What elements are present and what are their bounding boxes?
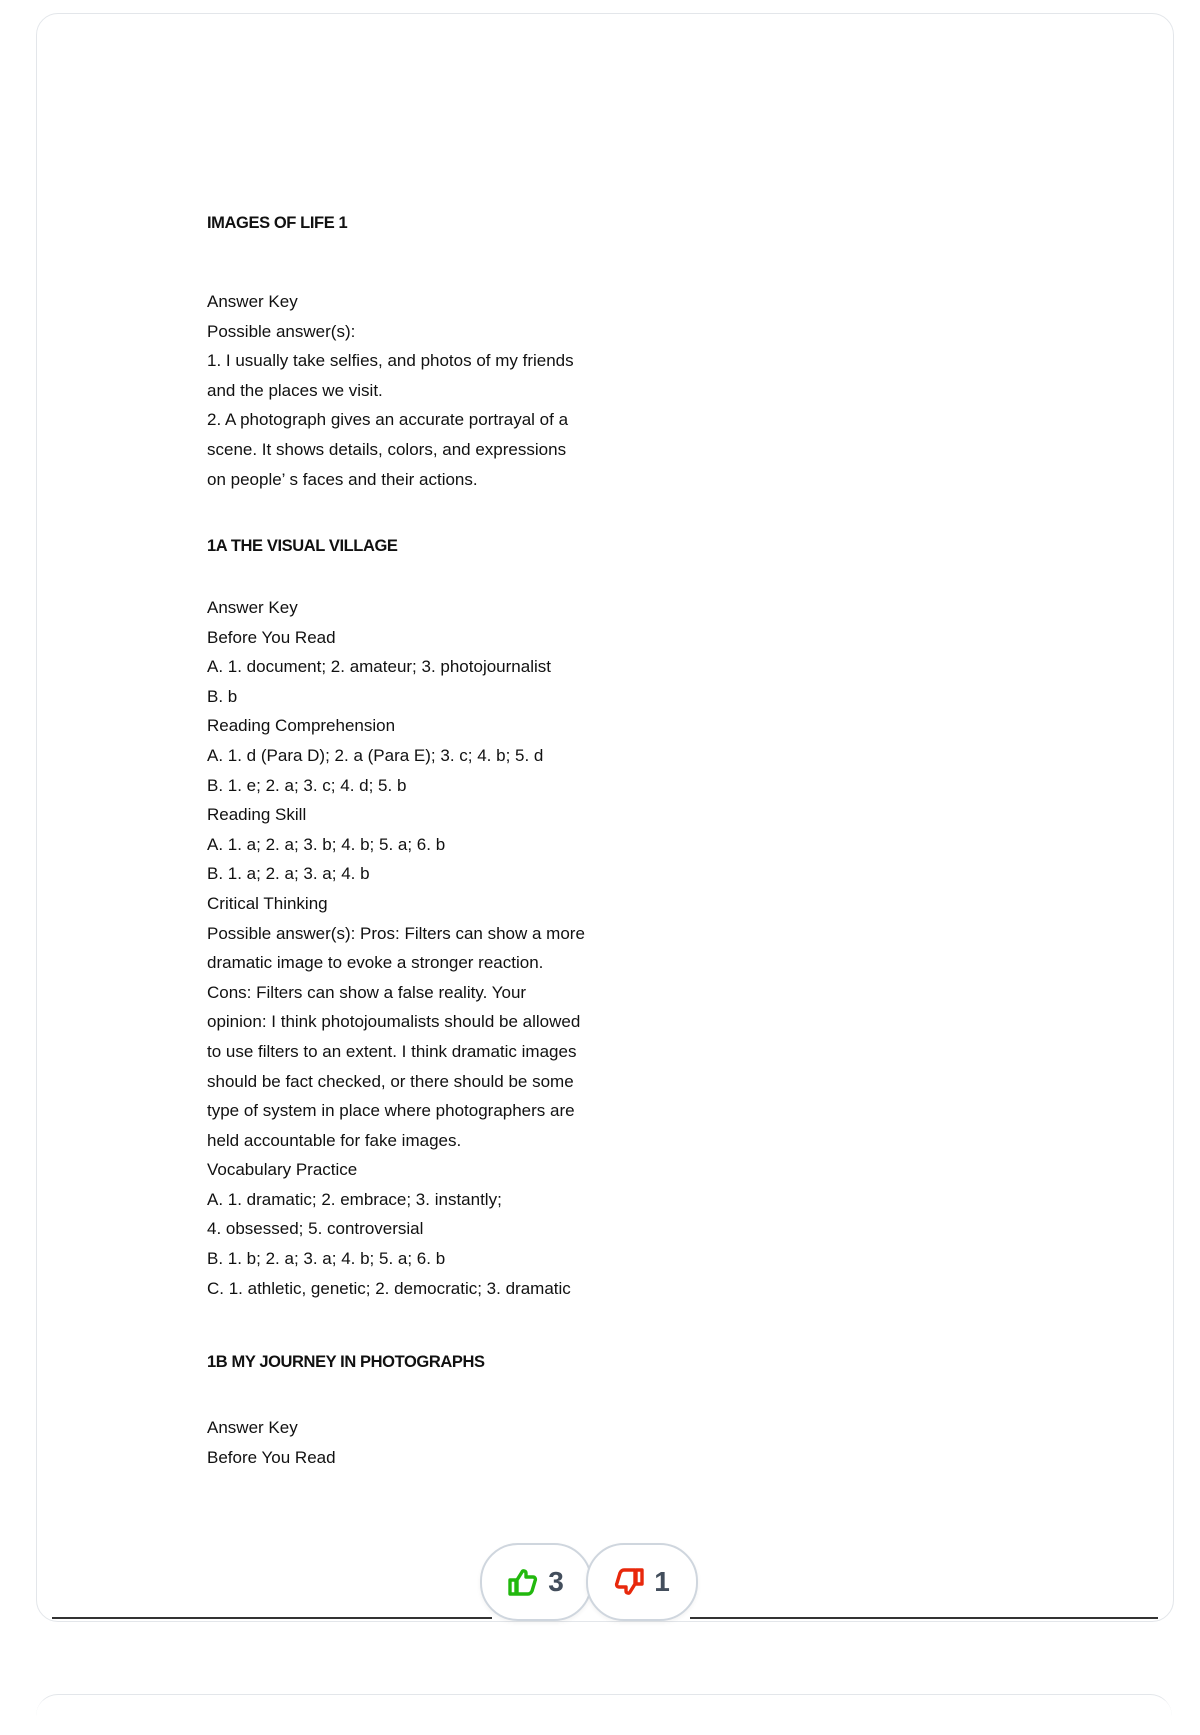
- answer-line: A. 1. document; 2. amateur; 3. photojournalist: [207, 657, 551, 677]
- answer-line: Critical Thinking: [207, 893, 328, 913]
- answer-line: Vocabulary Practice: [207, 1160, 358, 1180]
- answer-line: dramatic image to evoke a stronger reaction.: [207, 953, 544, 973]
- answer-line: Reading Comprehension: [207, 716, 396, 736]
- answer-line: Answer Key: [207, 292, 298, 311]
- answer-line: held accountable for fake images.: [207, 1130, 462, 1150]
- divider-right: [690, 1617, 1158, 1619]
- answer-line: B. 1. e; 2. a; 3. c; 4. d; 5. b: [207, 775, 407, 795]
- answer-line: B. 1. b; 2. a; 3. a; 4. b; 5. a; 6. b: [207, 1249, 446, 1269]
- thumbs-up-button[interactable]: [480, 1543, 592, 1621]
- answer-line: Possible answer(s):: [207, 321, 356, 341]
- answer-line: Reading Skill: [207, 805, 307, 825]
- answer-line: 1. I usually take selfies, and photos of my friends: [207, 351, 574, 371]
- section-body-images-of-life: [207, 287, 574, 494]
- answer-line: A. 1. d (Para D); 2. a (Para E); 3. c; 4. b; 5. d: [207, 745, 544, 765]
- answer-line: scene. It shows details, colors, and expressions: [207, 439, 567, 459]
- thumbs-up-count: 3: [548, 1566, 564, 1597]
- thumbs-up-icon: [508, 1568, 538, 1596]
- answer-line: and the places we visit.: [207, 380, 383, 400]
- section-heading-1a: 1A THE VISUAL VILLAGE: [207, 537, 398, 555]
- thumbs-down-icon: [614, 1568, 644, 1596]
- next-page-card: [36, 1694, 1172, 1735]
- section-body-1b: [207, 1413, 336, 1472]
- section-body-1a: [207, 593, 585, 1303]
- answer-line: B. b: [207, 686, 238, 706]
- answer-line: 4. obsessed; 5. controversial: [207, 1219, 424, 1239]
- answer-line: A. 1. a; 2. a; 3. b; 4. b; 5. a; 6. b: [207, 834, 446, 854]
- answer-line: A. 1. dramatic; 2. embrace; 3. instantly;: [207, 1189, 502, 1209]
- thumbs-down-count: 1: [654, 1566, 670, 1597]
- answer-line: type of system in place where photographers are: [207, 1101, 575, 1121]
- answer-line: to use filters to an extent. I think dramatic images: [207, 1041, 577, 1061]
- answer-line: C. 1. athletic, genetic; 2. democratic; 3. dramatic: [207, 1278, 571, 1298]
- answer-line: Before You Read: [207, 627, 336, 647]
- answer-line: on people’ s faces and their actions.: [207, 469, 478, 489]
- answer-line: B. 1. a; 2. a; 3. a; 4. b: [207, 864, 370, 884]
- answer-line: 2. A photograph gives an accurate portrayal of a: [207, 410, 569, 430]
- vote-widget: [480, 1543, 698, 1619]
- answer-line: Cons: Filters can show a false reality. Your: [207, 982, 527, 1002]
- answer-line: should be fact checked, or there should be some: [207, 1071, 574, 1091]
- section-heading-1b: 1B MY JOURNEY IN PHOTOGRAPHS: [207, 1353, 485, 1371]
- answer-line: Answer Key: [207, 1418, 298, 1437]
- answer-line: Possible answer(s): Pros: Filters can show a more: [207, 923, 585, 943]
- section-heading-images-of-life: IMAGES OF LIFE 1: [207, 214, 348, 232]
- answer-line: Before You Read: [207, 1447, 336, 1467]
- thumbs-down-button[interactable]: [586, 1543, 698, 1621]
- answer-line: opinion: I think photojoumalists should be allowed: [207, 1012, 581, 1032]
- answer-line: Answer Key: [207, 598, 298, 617]
- divider-left: [52, 1617, 492, 1619]
